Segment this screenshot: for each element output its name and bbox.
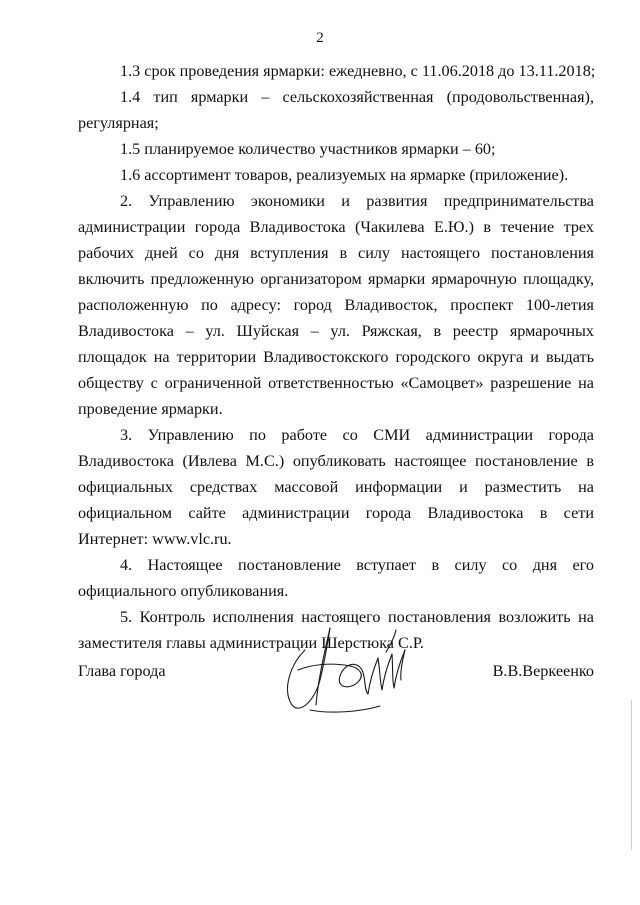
paragraph-2: 2. Управлению экономики и развития предпринимательства администрации города Владивостока (Чакилева Е.Ю.) в течение трех рабочих дней со дня вступления в силу настоящего постановления включить предложенную организатором ярмарки ярмарочную площадку, расположенную по адресу: город Владивосток, проспект 100-летия Владивостока – ул. Шуйская – ул. Ряжская, в реестр ярмарочных площадок на территории Владивостокского городского округа и выдать обществу с ограниченной ответственностью «Самоцвет» разрешение на проведение ярмарки. xyxy=(78,192,594,418)
paragraph-1-6: 1.6 ассортимент товаров, реализуемых на ярмарке (приложение). xyxy=(120,166,569,184)
document-body xyxy=(78,58,594,656)
paragraph-3: 3. Управлению по работе со СМИ администрации города Владивостока (Ивлева М.С.) опубликовать настоящее постановление в официальных средствах массовой информации и разместить на официальном сайте администрации города Владивостока в сети Интернет: www.vlc.ru. xyxy=(78,426,594,548)
paragraph-5: 5. Контроль исполнения настоящего постановления возложить на заместителя главы администрации Шерстюка С.Р. xyxy=(78,608,594,652)
paragraph-1-3: 1.3 срок проведения ярмарки: ежедневно, с 11.06.2018 до 13.11.2018; xyxy=(120,62,596,80)
paragraph-4: 4. Настоящее постановление вступает в силу со дня его официального опубликования. xyxy=(78,556,594,600)
paragraph-1-4: 1.4 тип ярмарки – сельскохозяйственная (продовольственная), регулярная; xyxy=(78,88,594,132)
signatory-position: Глава города xyxy=(78,662,166,680)
paragraph-1-5: 1.5 планируемое количество участников ярмарки – 60; xyxy=(120,140,496,158)
scan-edge-line xyxy=(631,700,632,850)
handwritten-signature xyxy=(270,610,420,720)
page-number: 2 xyxy=(316,30,324,46)
signatory-name: В.В.Веркеенко xyxy=(492,662,594,680)
